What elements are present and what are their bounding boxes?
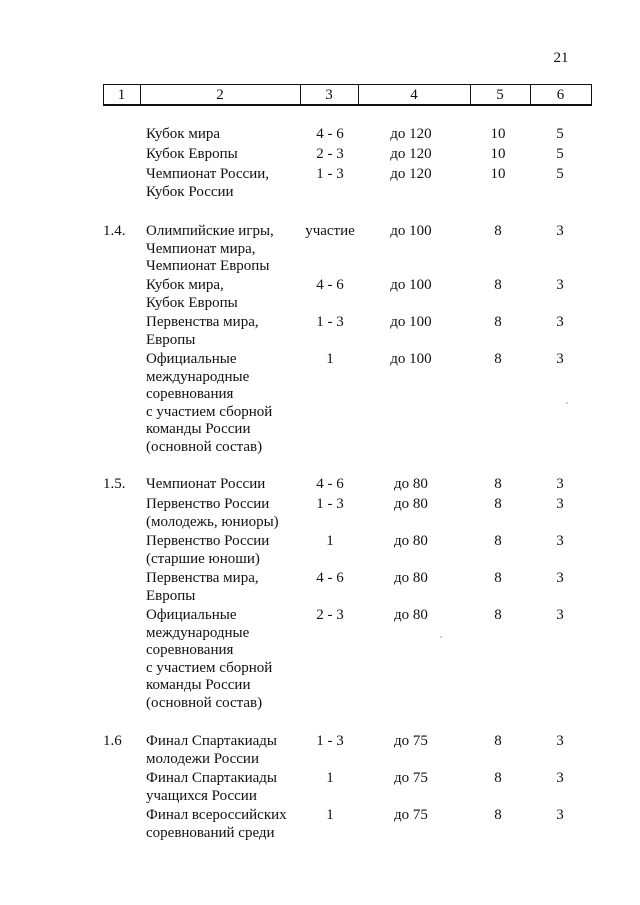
row-col5: 8 [494, 496, 502, 512]
row-col6: 3 [556, 277, 564, 293]
row-col6: 3 [556, 496, 564, 512]
row-competition: Чемпионат России [146, 476, 266, 492]
row-places: 4 - 6 [316, 570, 344, 586]
row-age: до 80 [394, 496, 428, 512]
row-age: до 100 [390, 314, 432, 330]
row-col5: 8 [494, 570, 502, 586]
row-section: 1.6 [103, 733, 122, 749]
header-col-3: 3 [325, 87, 333, 103]
row-col5: 8 [494, 807, 502, 823]
row-places: 1 [326, 351, 334, 367]
row-places: 1 [326, 533, 334, 549]
row-age: до 80 [394, 476, 428, 492]
row-section: 1.5. [103, 476, 126, 492]
row-col6: 3 [556, 314, 564, 330]
row-places: 1 - 3 [316, 733, 344, 749]
header-col-5: 5 [496, 87, 504, 103]
row-age: до 100 [390, 351, 432, 367]
row-places: 2 - 3 [316, 607, 344, 623]
row-section: 1.4. [103, 223, 126, 239]
row-age: до 100 [390, 223, 432, 239]
row-competition: Кубок мира [146, 126, 221, 142]
row-competition: Первенства мира, Европы [146, 314, 259, 348]
row-age: до 80 [394, 607, 428, 623]
header-col-4: 4 [410, 87, 418, 103]
row-competition: Первенства мира, Европы [146, 570, 259, 604]
row-col6: 3 [556, 607, 564, 623]
row-age: до 100 [390, 277, 432, 293]
row-places: 1 [326, 807, 334, 823]
row-col5: 8 [494, 277, 502, 293]
row-places: участие [305, 223, 355, 239]
row-col6: 3 [556, 807, 564, 823]
row-places: 4 - 6 [316, 476, 344, 492]
row-col6: 3 [556, 476, 564, 492]
row-col5: 10 [490, 166, 506, 182]
row-competition: Первенство России (молодежь, юниоры) [146, 496, 279, 530]
row-col5: 8 [494, 607, 502, 623]
row-col6: 3 [556, 733, 564, 749]
row-col5: 8 [494, 223, 502, 239]
row-age: до 75 [394, 733, 428, 749]
row-col6: 3 [556, 533, 564, 549]
row-col5: 8 [494, 770, 502, 786]
row-col6: 3 [556, 570, 564, 586]
row-places: 4 - 6 [316, 126, 344, 142]
row-competition: Финал Спартакиады молодежи России [146, 733, 278, 767]
row-col6: 3 [556, 223, 564, 239]
row-competition: Финал всероссийских соревнований среди [146, 807, 287, 841]
header-col-2: 2 [216, 87, 224, 103]
row-col6: 5 [556, 146, 564, 162]
row-competition: Официальные международные соревнования с участием сборной команды России (основной состав) [146, 607, 273, 711]
row-competition: Чемпионат России, Кубок России [146, 166, 270, 200]
row-competition: Кубок мира, Кубок Европы [146, 277, 238, 311]
row-places: 1 - 3 [316, 314, 344, 330]
row-places: 4 - 6 [316, 277, 344, 293]
row-age: до 75 [394, 807, 428, 823]
row-competition: Первенство России (старшие юноши) [146, 533, 270, 567]
row-col5: 8 [494, 314, 502, 330]
row-col5: 8 [494, 533, 502, 549]
row-age: до 80 [394, 570, 428, 586]
row-col5: 8 [494, 476, 502, 492]
scan-speck [440, 636, 442, 638]
row-age: до 120 [390, 146, 432, 162]
row-col6: 5 [556, 166, 564, 182]
header-col-6: 6 [556, 87, 565, 103]
row-competition: Кубок Европы [146, 146, 238, 162]
row-col6: 5 [556, 126, 564, 142]
row-age: до 80 [394, 533, 428, 549]
row-col6: 3 [556, 770, 564, 786]
row-competition: Финал Спартакиады учащихся России [146, 770, 278, 804]
page-number: 21 [553, 50, 569, 66]
row-places: 1 - 3 [316, 496, 344, 512]
row-competition: Официальные международные соревнования с участием сборной команды России (основной состав) [146, 351, 273, 455]
row-places: 2 - 3 [316, 146, 344, 162]
row-age: до 120 [390, 126, 432, 142]
row-col5: 10 [490, 126, 506, 142]
row-age: до 75 [394, 770, 428, 786]
row-places: 1 - 3 [316, 166, 344, 182]
header-col-1: 1 [117, 87, 126, 103]
row-places: 1 [326, 770, 334, 786]
row-competition: Олимпийские игры, Чемпионат мира, Чемпионат Европы [146, 223, 274, 274]
row-col6: 3 [556, 351, 564, 367]
row-age: до 120 [390, 166, 432, 182]
scan-speck [566, 402, 568, 404]
row-col5: 8 [494, 351, 502, 367]
row-col5: 8 [494, 733, 502, 749]
row-col5: 10 [490, 146, 506, 162]
